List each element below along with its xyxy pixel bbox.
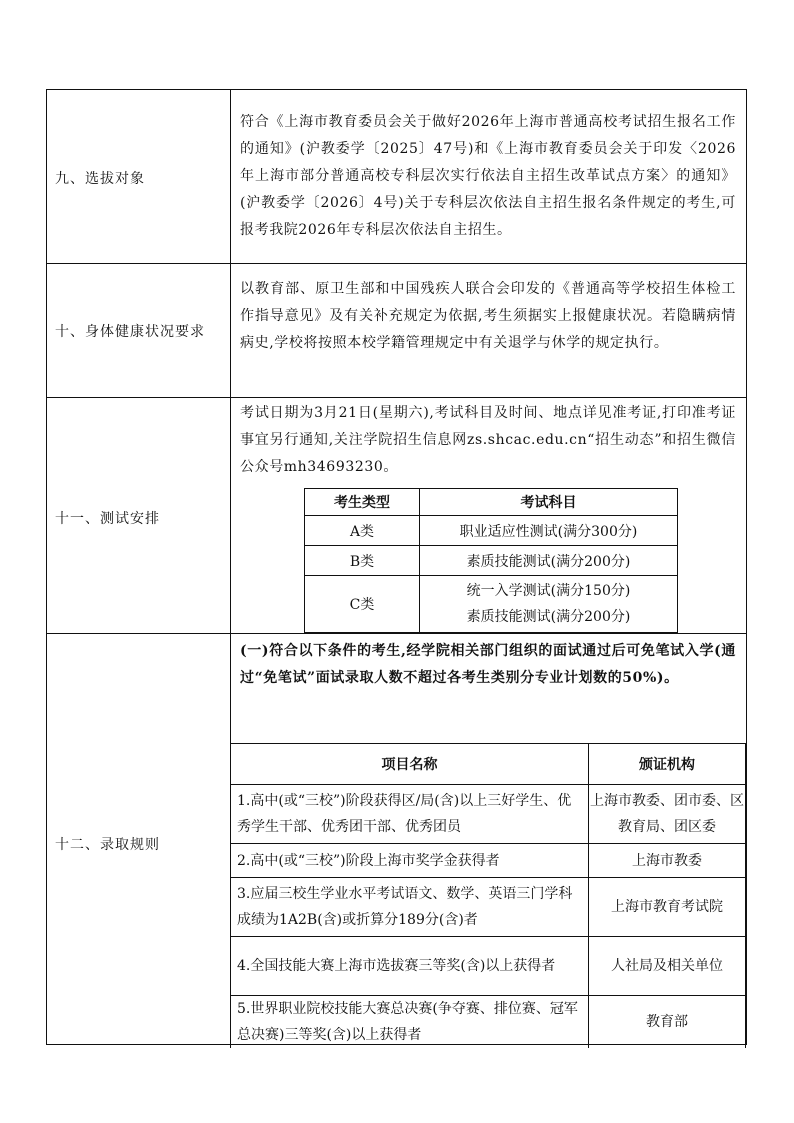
section-12-intro: (一)符合以下条件的考生,经学院相关部门组织的面试通过后可免笔试入学(通过“免笔试”面试录取人数不超过各考生类别分专业计划数的50%)。 [240,643,737,686]
section-9-text: 符合《上海市教育委员会关于做好2026年上海市普通高校考试招生报名工作的通知》(沪教委学〔2025〕47号)和《上海市教育委员会关于印发〈2026年上海市部分普通高校专科层次实行依法自主招生改革试点方案〉的通知》(沪教委学〔2026〕4号)关于专科层次依法自主招生报名条件规定的考生,可报考我院2026年专科层次依法自主招生。 [240,114,736,238]
exam-subject-c-1: 统一入学测试(满分150分) [466,583,631,599]
rule-item-4: 4.全国技能大赛上海市选拔赛三等奖(含)以上获得者 [231,937,589,996]
exam-header-type: 考生类型 [305,489,420,516]
section-10-label: 十、身体健康状况要求 [55,324,205,340]
exam-type-a: A类 [305,516,420,546]
rule-org-2: 上海市教委 [589,844,746,878]
exam-subject-b: 素质技能测试(满分200分) [420,546,678,576]
section-12-row [47,634,746,1046]
section-11-row [47,398,746,634]
exam-type-c: C类 [305,576,420,633]
rule-item-2: 2.高中(或“三校”)阶段上海市奖学金获得者 [231,844,589,878]
rule-item-5: 5.世界职业院校技能大赛总决赛(争夺赛、排位赛、冠军总决赛)三等奖(含)以上获得者 [231,996,589,1049]
column-divider [230,90,231,263]
exam-subject-c [420,576,678,633]
rule-item-1: 1.高中(或“三校”)阶段获得区/局(含)以上三好学生、优秀学生干部、优秀团干部、优秀团员 [231,785,589,844]
section-9-row [47,90,746,264]
section-9-label: 九、选拔对象 [55,171,145,187]
section-11-label: 十一、测试安排 [55,511,160,527]
exam-subject-a: 职业适应性测试(满分300分) [420,516,678,546]
exam-subject-c-2: 素质技能测试(满分200分) [466,609,631,625]
section-10-text: 以教育部、原卫生部和中国残疾人联合会印发的《普通高等学校招生体检工作指导意见》及有关补充规定为依据,考生须据实上报健康状况。若隐瞒病情病史,学校将按照本校学籍管理规定中有关退学与休学的规定执行。 [240,281,736,351]
exam-subject-table [304,488,678,633]
section-10-row [47,264,746,398]
rule-org-1: 上海市教委、团市委、区教育局、团区委 [589,785,746,844]
section-11-text: 考试日期为3月21日(星期六),考试科目及时间、地点详见准考证,打印准考证事宜另行通知,关注学院招生信息网zs.shcac.edu.cn“招生动态”和招生微信公众号mh34693230。 [240,405,736,475]
admission-table [46,89,747,1045]
exam-type-b: B类 [305,546,420,576]
rule-org-4: 人社局及相关单位 [589,937,746,996]
section-12-label: 十二、录取规则 [55,837,160,853]
exam-header-subject: 考试科目 [420,489,678,516]
rules-header-org: 颁证机构 [589,744,746,785]
rule-org-5: 教育部 [589,996,746,1049]
rules-header-item: 项目名称 [231,744,589,785]
rule-item-3: 3.应届三校生学业水平考试语文、数学、英语三门学科成绩为1A2B(含)或折算分189分(含)者 [231,878,589,937]
column-divider [230,264,231,397]
exemption-table [230,743,746,1048]
column-divider [230,398,231,633]
rule-org-3: 上海市教育考试院 [589,878,746,937]
